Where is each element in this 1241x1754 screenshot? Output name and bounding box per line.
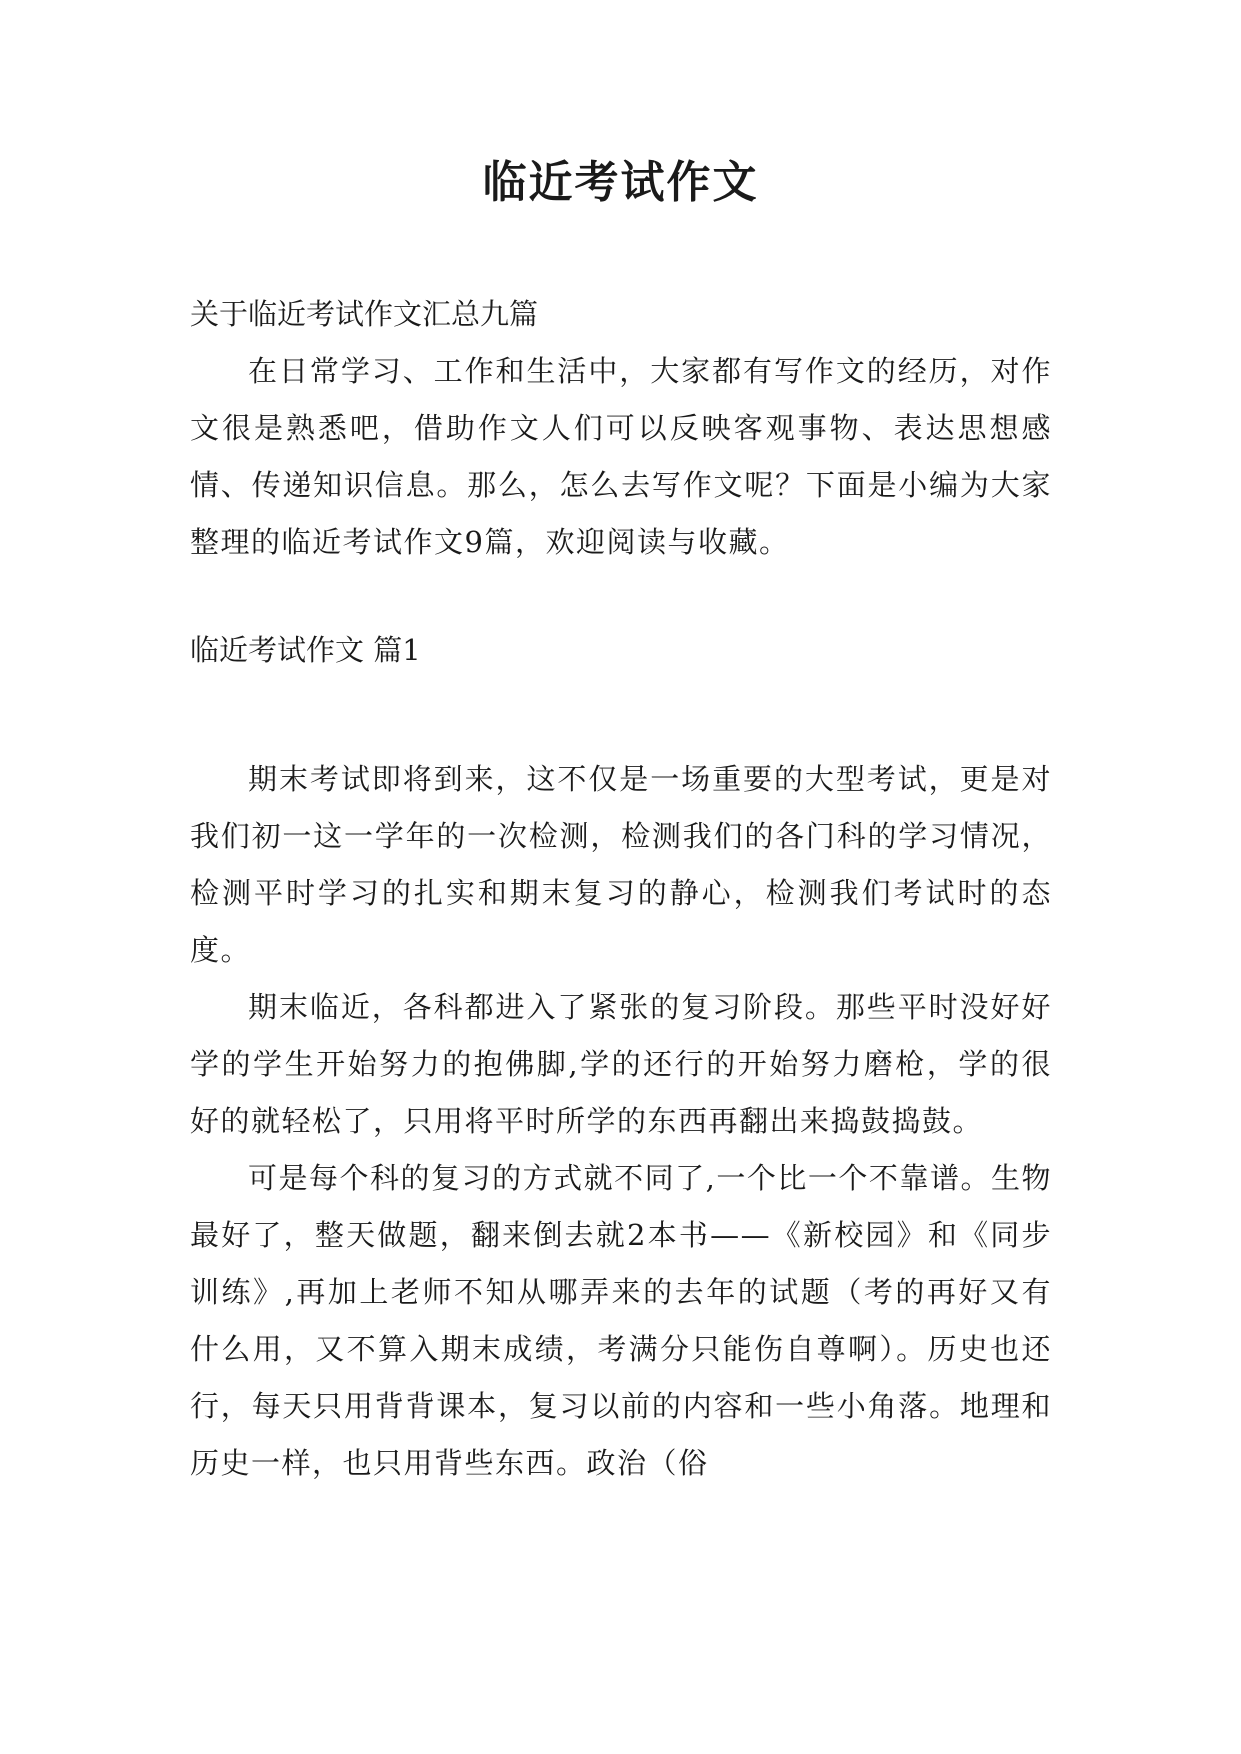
- document-subtitle: 关于临近考试作文汇总九篇: [190, 297, 539, 331]
- body-paragraph-3: 可是每个科的复习的方式就不同了,一个比一个不靠谱。生物最好了，整天做题，翻来倒去就2本书——《新校园》和《同步训练》,再加上老师不知从哪弄来的去年的试题（考的再好又有什么用，又不算入期末成绩，考满分只能伤自尊啊）。历史也还行，每天只用背背课本，复习以前的内容和一些小角落。地理和历史一样，也只用背些东西。政治（俗: [190, 1161, 1052, 1480]
- body-paragraph-1: 期末考试即将到来，这不仅是一场重要的大型考试，更是对我们初一这一学年的一次检测，检测我们的各门科的学习情况，检测平时学习的扎实和期末复习的静心，检测我们考试时的态度。: [190, 762, 1052, 967]
- document-body: [190, 285, 1052, 1492]
- spacer: [190, 679, 1052, 751]
- body-paragraph-2: 期末临近，各科都进入了紧张的复习阶段。那些平时没好好学的学生开始努力的抱佛脚,学的还行的开始努力磨枪，学的很好的就轻松了，只用将平时所学的东西再翻出来捣鼓捣鼓。: [190, 990, 1052, 1138]
- section-heading: 临近考试作文 篇1: [190, 633, 421, 667]
- document-title: 临近考试作文: [482, 157, 759, 208]
- intro-paragraph: 在日常学习、工作和生活中，大家都有写作文的经历，对作文很是熟悉吧，借助作文人们可以反映客观事物、表达思想感情、传递知识信息。那么，怎么去写作文呢？下面是小编为大家整理的临近考试作文9篇，欢迎阅读与收藏。: [190, 354, 1052, 559]
